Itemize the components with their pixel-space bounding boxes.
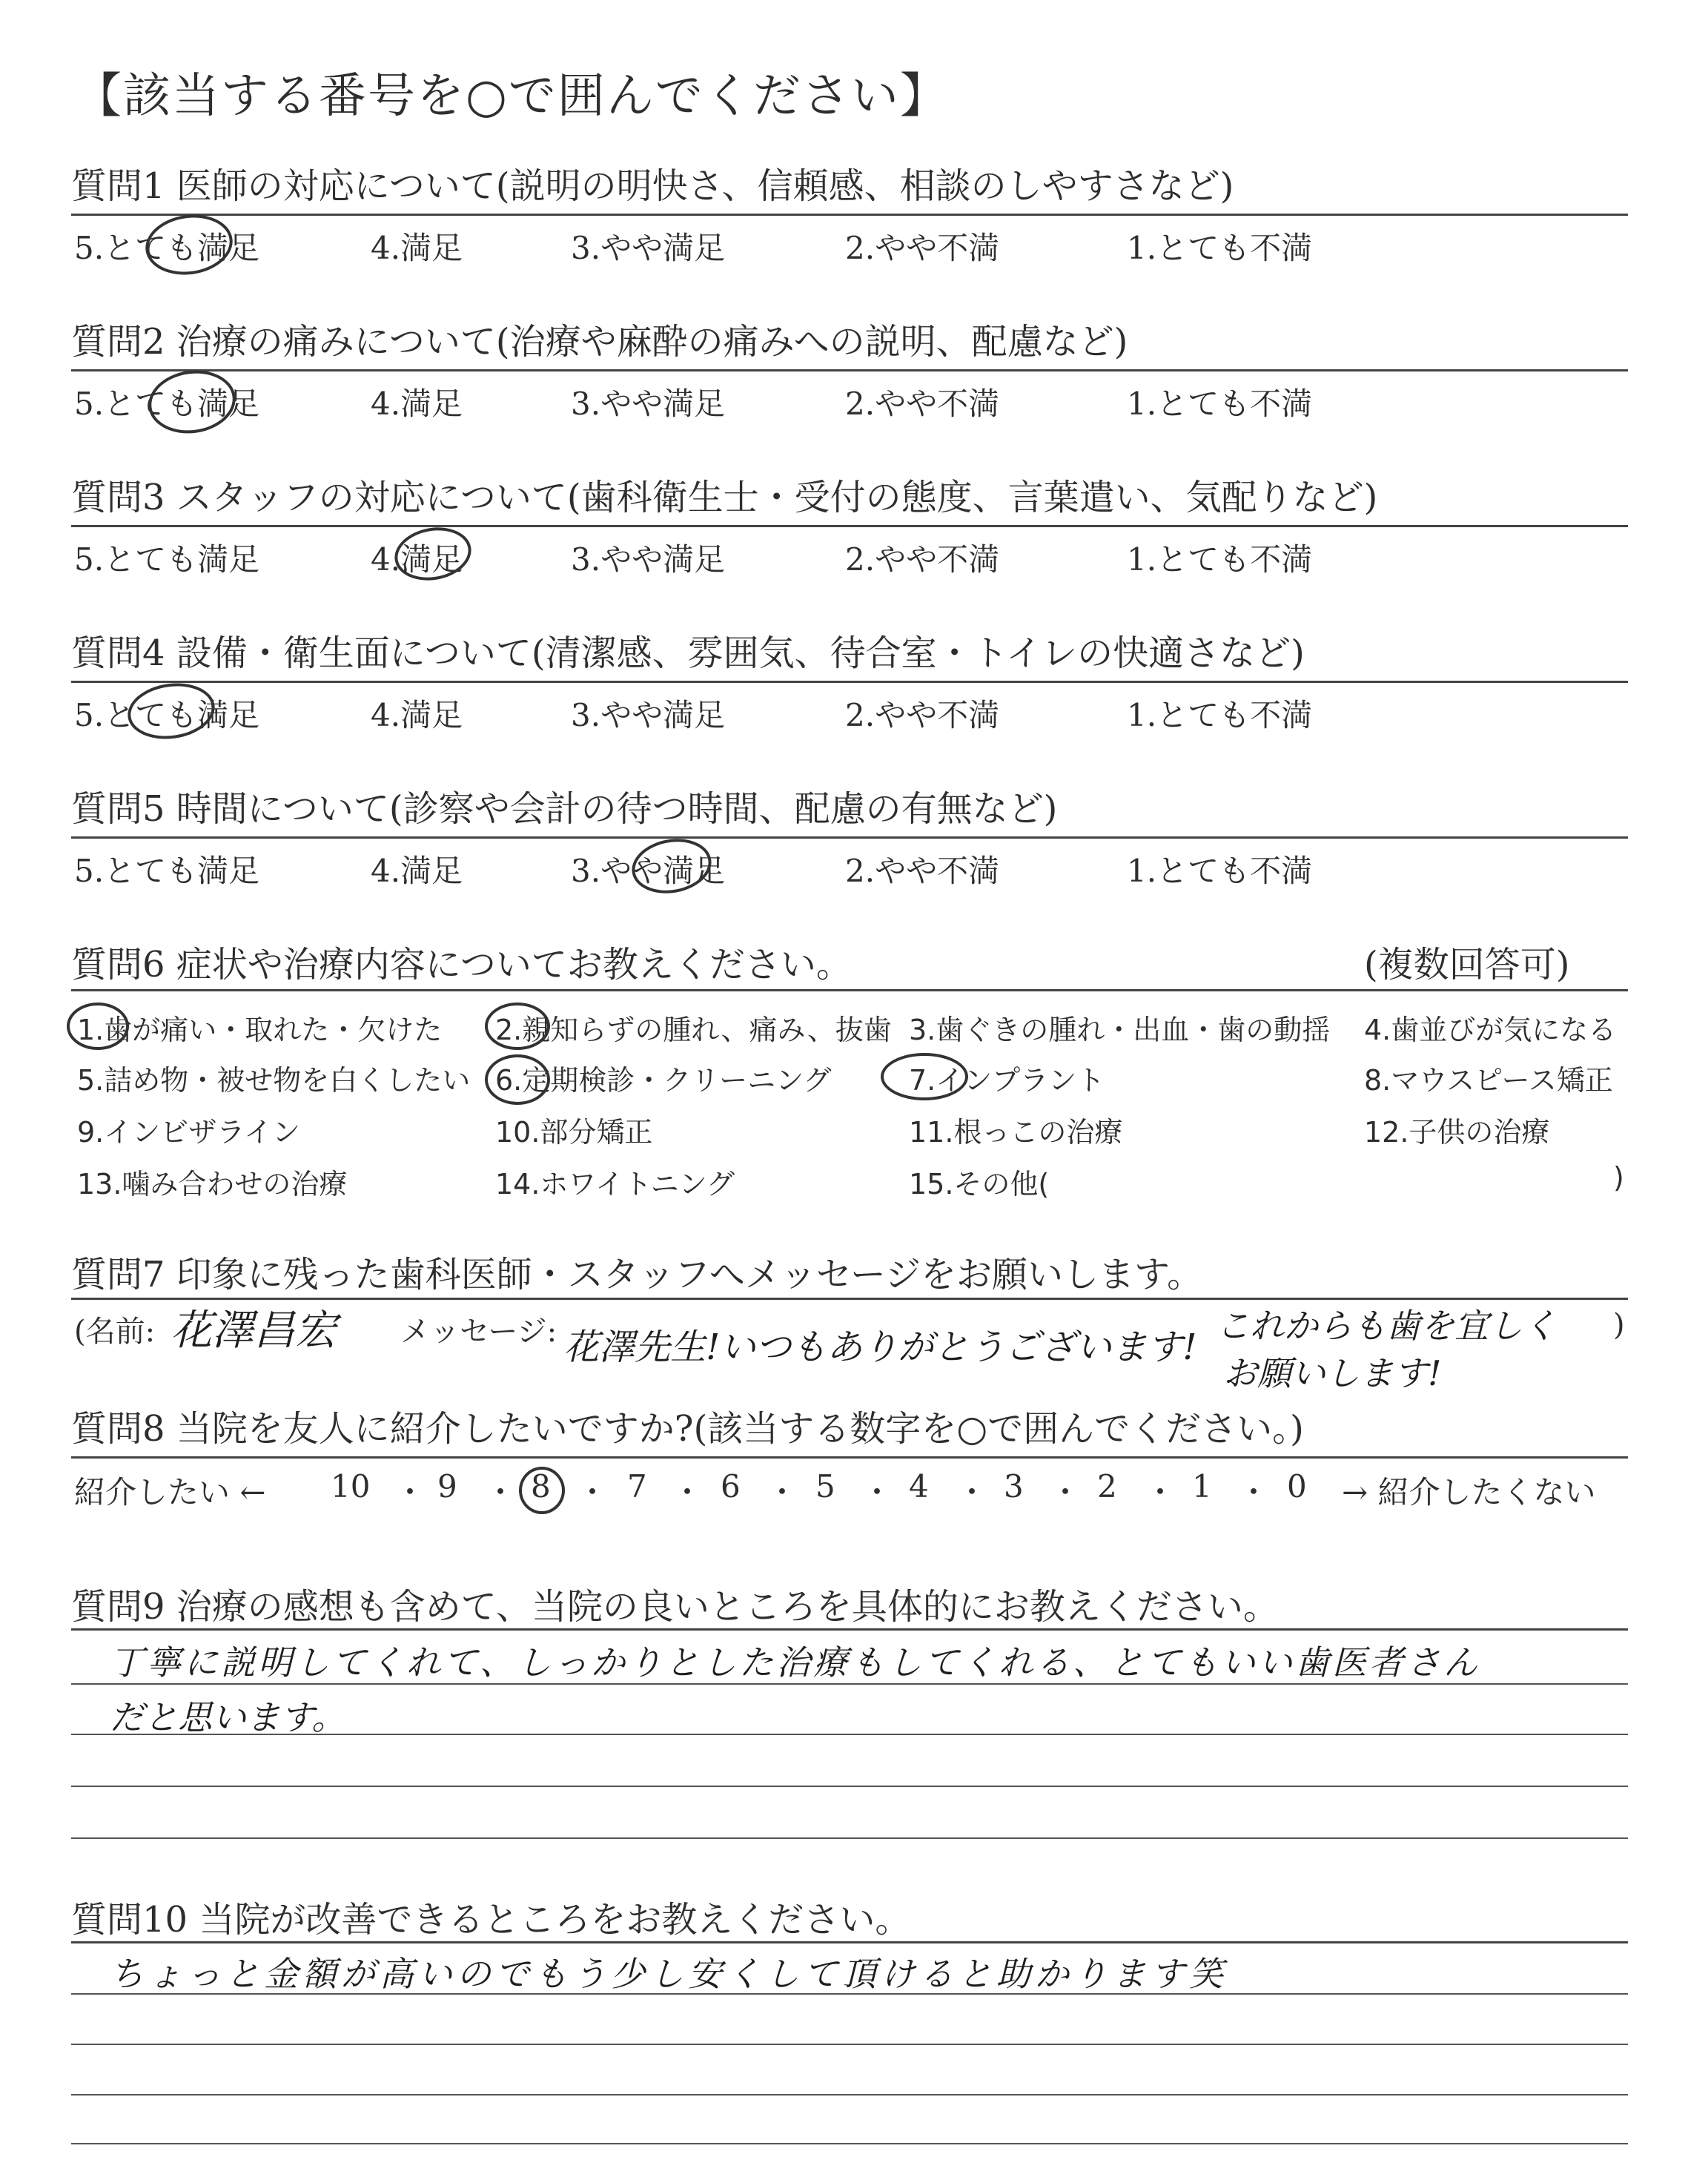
answer-line — [71, 1734, 1628, 1735]
q2-title: 質問2 治療の痛みについて(治療や麻酔の痛みへの説明、配慮など) — [71, 321, 1128, 363]
q5-option-3[interactable]: 3.やや満足 — [571, 853, 726, 889]
q5-option-5[interactable]: 5.とても満足 — [74, 853, 260, 889]
q6-option-7[interactable]: 7.インプラント — [909, 1064, 1105, 1097]
q6-option-12[interactable]: 12.子供の治療 — [1364, 1116, 1550, 1149]
q4-option-1[interactable]: 1.とても不満 — [1127, 697, 1313, 733]
separator-dot: ・ — [577, 1474, 609, 1510]
q8-scale-9[interactable]: 9 — [437, 1468, 457, 1505]
selection-circle — [485, 1003, 550, 1050]
q8-scale-1[interactable]: 1 — [1192, 1468, 1212, 1505]
q6-option-9[interactable]: 9.インビザライン — [77, 1116, 301, 1149]
q8-scale-8[interactable]: 8 — [531, 1468, 551, 1505]
q8-title: 質問8 当院を友人に紹介したいですか?(該当する数字を○で囲んでください。) — [71, 1408, 1304, 1450]
divider — [71, 989, 1628, 991]
answer-line — [71, 1786, 1628, 1787]
separator-dot: ・ — [1238, 1474, 1270, 1510]
q8-right-label: → 紹介したくない — [1342, 1474, 1596, 1510]
q7-message-line-2[interactable]: これからも歯を宜しく — [1216, 1306, 1557, 1346]
separator-dot: ・ — [767, 1474, 798, 1510]
q6-option-10[interactable]: 10.部分矯正 — [495, 1116, 653, 1149]
q3-option-5[interactable]: 5.とても満足 — [74, 541, 260, 578]
q6-option-5[interactable]: 5.詰め物・被せ物を白くしたい — [77, 1064, 471, 1097]
separator-dot: ・ — [1145, 1474, 1176, 1510]
q6-note: (複数回答可) — [1364, 944, 1570, 985]
q1-option-3[interactable]: 3.やや満足 — [571, 230, 726, 266]
q7-name-label: (名前: — [74, 1315, 156, 1349]
q10-answer-line-1[interactable]: ちょっと金額が高いのでもう少し安くして頂けると助かります笑 — [110, 1954, 1228, 1994]
q3-title: 質問3 スタッフの対応について(歯科衛生士・受付の態度、言葉遣い、気配りなど) — [71, 477, 1378, 518]
answer-line — [71, 2094, 1628, 2095]
separator-dot: ・ — [861, 1474, 893, 1510]
q3-option-1[interactable]: 1.とても不満 — [1127, 541, 1313, 578]
q8-scale-5[interactable]: 5 — [815, 1468, 835, 1505]
q6-option-2[interactable]: 2.親知らずの腫れ、痛み、抜歯 — [495, 1014, 892, 1046]
q7-title: 質問7 印象に残った歯科医師・スタッフへメッセージをお願いします。 — [71, 1254, 1203, 1295]
divider — [71, 525, 1628, 527]
q3-option-2[interactable]: 2.やや不満 — [845, 541, 1000, 578]
q1-option-5[interactable]: 5.とても満足 — [74, 230, 260, 266]
q8-scale-7[interactable]: 7 — [627, 1468, 647, 1505]
q6-option-14[interactable]: 14.ホワイトニング — [495, 1168, 735, 1200]
q1-option-4[interactable]: 4.満足 — [371, 230, 463, 266]
answer-line — [71, 2143, 1628, 2144]
q8-left-label: 紹介したい ← — [74, 1474, 266, 1510]
q6-option-11[interactable]: 11.根っこの治療 — [909, 1116, 1123, 1149]
q4-title: 質問4 設備・衛生面について(清潔感、雰囲気、待合室・トイレの快適さなど) — [71, 633, 1305, 674]
q3-option-4[interactable]: 4.満足 — [371, 541, 463, 578]
q10-title: 質問10 当院が改善できるところをお教えください。 — [71, 1899, 911, 1941]
q6-option-15-close: ) — [1613, 1161, 1624, 1194]
answer-line — [71, 1683, 1628, 1685]
q7-message-label: メッセージ: — [400, 1315, 557, 1349]
divider — [71, 1941, 1628, 1943]
q7-close-paren: ) — [1613, 1308, 1625, 1342]
q6-option-8[interactable]: 8.マウスピース矯正 — [1364, 1064, 1613, 1097]
q1-title: 質問1 医師の対応について(説明の明快さ、信頼感、相談のしやすさなど) — [71, 165, 1234, 207]
form-header: 【該当する番号を○で囲んでください】 — [74, 69, 949, 124]
q9-answer-line-2[interactable]: だと思います。 — [110, 1697, 346, 1737]
q7-name-value[interactable]: 花澤昌宏 — [171, 1307, 337, 1355]
q8-scale-10[interactable]: 10 — [331, 1468, 371, 1505]
q4-option-5[interactable]: 5.とても満足 — [74, 697, 260, 733]
q5-title: 質問5 時間について(診察や会計の待つ時間、配慮の有無など) — [71, 788, 1058, 830]
q9-answer-line-1[interactable]: 丁寧に説明してくれて、しっかりとした治療もしてくれる、とてもいい歯医者さん — [110, 1642, 1481, 1682]
q5-option-1[interactable]: 1.とても不満 — [1127, 853, 1313, 889]
q6-option-6[interactable]: 6.定期検診・クリーニング — [495, 1064, 832, 1097]
selection-circle — [67, 1003, 129, 1050]
q7-message-line-3[interactable]: お願いします! — [1223, 1353, 1442, 1393]
divider — [71, 369, 1628, 371]
q2-option-1[interactable]: 1.とても不満 — [1127, 386, 1313, 422]
q4-option-4[interactable]: 4.満足 — [371, 697, 463, 733]
q6-option-13[interactable]: 13.噛み合わせの治療 — [77, 1168, 348, 1200]
q6-option-3[interactable]: 3.歯ぐきの腫れ・出血・歯の動揺 — [909, 1014, 1331, 1046]
q8-scale-3[interactable]: 3 — [1004, 1468, 1024, 1505]
divider — [71, 1456, 1628, 1459]
q2-option-4[interactable]: 4.満足 — [371, 386, 463, 422]
separator-dot: ・ — [1050, 1474, 1082, 1510]
divider — [71, 1628, 1628, 1631]
q6-option-4[interactable]: 4.歯並びが気になる — [1364, 1014, 1617, 1046]
selection-circle — [519, 1467, 565, 1514]
q4-option-2[interactable]: 2.やや不満 — [845, 697, 1000, 733]
selection-circle — [485, 1054, 550, 1105]
q1-option-1[interactable]: 1.とても不満 — [1127, 230, 1313, 266]
q2-option-3[interactable]: 3.やや満足 — [571, 386, 726, 422]
q2-option-5[interactable]: 5.とても満足 — [74, 386, 260, 422]
q2-option-2[interactable]: 2.やや不満 — [845, 386, 1000, 422]
q6-option-15[interactable]: 15.その他( — [909, 1168, 1050, 1200]
divider — [71, 681, 1628, 683]
selection-circle — [881, 1053, 968, 1100]
q1-option-2[interactable]: 2.やや不満 — [845, 230, 1000, 266]
q5-option-4[interactable]: 4.満足 — [371, 853, 463, 889]
q6-option-1[interactable]: 1.歯が痛い・取れた・欠けた — [77, 1014, 443, 1046]
answer-line — [71, 1993, 1628, 1995]
q8-scale-6[interactable]: 6 — [721, 1468, 741, 1505]
q8-scale-2[interactable]: 2 — [1097, 1468, 1117, 1505]
q9-title: 質問9 治療の感想も含めて、当院の良いところを具体的にお教えください。 — [71, 1586, 1279, 1628]
q5-option-2[interactable]: 2.やや不満 — [845, 853, 1000, 889]
q3-option-3[interactable]: 3.やや満足 — [571, 541, 726, 578]
divider — [71, 836, 1628, 839]
q4-option-3[interactable]: 3.やや満足 — [571, 697, 726, 733]
separator-dot: ・ — [956, 1474, 988, 1510]
separator-dot: ・ — [394, 1474, 426, 1510]
q8-scale-0[interactable]: 0 — [1287, 1468, 1307, 1505]
answer-line — [71, 1837, 1628, 1839]
q6-title: 質問6 症状や治療内容についてお教えください。 — [71, 944, 852, 985]
q8-scale-4[interactable]: 4 — [909, 1468, 929, 1505]
divider — [71, 214, 1628, 216]
separator-dot: ・ — [485, 1474, 517, 1510]
selection-circle — [145, 365, 240, 439]
selection-circle — [142, 209, 236, 280]
q7-message-line-1[interactable]: 花澤先生!いつもありがとうございます! — [563, 1327, 1197, 1368]
separator-dot: ・ — [672, 1474, 704, 1510]
answer-line — [71, 2044, 1628, 2045]
